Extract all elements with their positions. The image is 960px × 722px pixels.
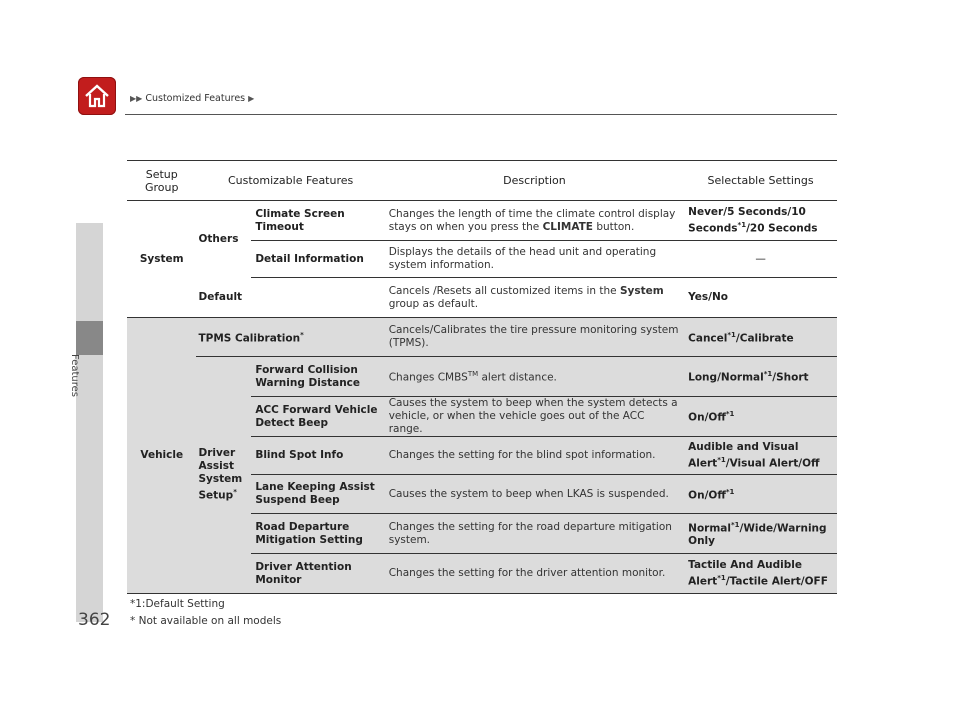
home-button[interactable] (78, 77, 116, 115)
settings-acc-beep: On/Off$^{*1}$ (684, 397, 837, 437)
home-icon (83, 82, 111, 110)
subgroup-driver-assist: Driver Assist System Setup* (196, 357, 251, 594)
footnote-default-setting: *1:Default Setting (130, 598, 225, 610)
settings-driver-attention: Tactile And Audible Alert$^{*1}$/Tactile Alert/OFF (684, 554, 837, 594)
page-number: 362 (78, 610, 111, 630)
desc-road-departure: Changes the setting for the road departure mitigation system. (385, 514, 684, 554)
sidebar-tab[interactable] (76, 321, 103, 355)
desc-climate-timeout: Changes the length of time the climate control display stays on when you press the CLIMATE button. (385, 201, 684, 241)
desc-acc-beep: Causes the system to beep when the system detects a vehicle, or when the vehicle goes out of the ACC range. (385, 397, 684, 437)
feature-lkas-beep[interactable]: Lane Keeping Assist Suspend Beep (251, 475, 384, 514)
settings-climate-timeout: Never/5 Seconds/10 Seconds$^{*1}$/20 Seconds (684, 201, 837, 241)
header-rule (125, 114, 837, 115)
desc-lkas-beep: Causes the system to beep when LKAS is suspended. (385, 475, 684, 514)
header-description: Description (385, 161, 684, 201)
group-vehicle: Vehicle (127, 318, 196, 594)
header-setup-group: Setup Group (127, 161, 196, 201)
feature-default[interactable]: Default (196, 278, 384, 318)
sidebar-label: Features (69, 354, 80, 397)
settings-road-departure: Normal$^{*1}$/Wide/Warning Only (684, 514, 837, 554)
feature-acc-beep[interactable]: ACC Forward Vehicle Detect Beep (251, 397, 384, 437)
desc-blind-spot: Changes the setting for the blind spot information. (385, 437, 684, 475)
header-settings: Selectable Settings (684, 161, 837, 201)
desc-fcw-distance: Changes CMBS™ alert distance. (385, 357, 684, 397)
settings-blind-spot: Audible and Visual Alert$^{*1}$/Visual Alert/Off (684, 437, 837, 475)
desc-driver-attention: Changes the setting for the driver attention monitor. (385, 554, 684, 594)
group-system: System (127, 201, 196, 318)
desc-default: Cancels /Resets all customized items in the System group as default. (385, 278, 684, 318)
sidebar (76, 223, 103, 622)
settings-lkas-beep: On/Off$^{*1}$ (684, 475, 837, 514)
feature-detail-information[interactable]: Detail Information (251, 241, 384, 278)
feature-blind-spot[interactable]: Blind Spot Info (251, 437, 384, 475)
breadcrumb[interactable] (130, 93, 254, 104)
feature-driver-attention[interactable]: Driver Attention Monitor (251, 554, 384, 594)
table-header-row (127, 161, 837, 201)
subgroup-others: Others (196, 201, 251, 278)
desc-tpms: Cancels/Calibrates the tire pressure monitoring system (TPMS). (385, 318, 684, 357)
desc-detail-information: Displays the details of the head unit and operating system information. (385, 241, 684, 278)
feature-tpms[interactable]: TPMS Calibration* (196, 318, 384, 357)
breadcrumb-arrow-icon: ▶▶ (130, 94, 143, 103)
settings-default: Yes/No (684, 278, 837, 318)
settings-table (127, 160, 837, 594)
feature-road-departure[interactable]: Road Departure Mitigation Setting (251, 514, 384, 554)
footnote-not-available: * Not available on all models (130, 615, 282, 627)
settings-tpms: Cancel$^{*1}$/Calibrate (684, 318, 837, 357)
header-features: Customizable Features (196, 161, 384, 201)
settings-detail-information: — (684, 241, 837, 278)
feature-fcw-distance[interactable]: Forward Collision Warning Distance (251, 357, 384, 397)
breadcrumb-arrow-icon: ▶ (248, 94, 255, 103)
feature-climate-timeout[interactable]: Climate Screen Timeout (251, 201, 384, 241)
settings-fcw-distance: Long/Normal$^{*1}$/Short (684, 357, 837, 397)
breadcrumb-label: Customized Features (145, 93, 246, 104)
